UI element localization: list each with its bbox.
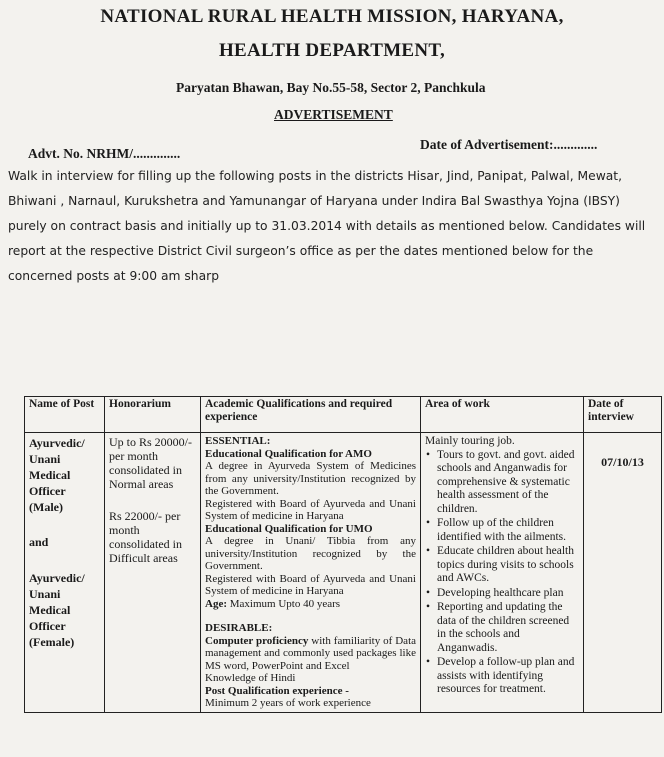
essential-label: ESSENTIAL: (205, 435, 271, 447)
honorarium-cell (105, 433, 201, 713)
umo-label: Educational Qualification for UMO (205, 522, 373, 535)
computer-label: Computer proficiency (205, 634, 309, 647)
list-item: • Follow up of the children identified with the ailments. (425, 517, 579, 544)
header-name-of-post: Name of Post (25, 397, 105, 433)
post-name-female: Ayurvedic/ Unani Medical Officer (Female) (29, 571, 85, 649)
advertisement-heading: ADVERTISEMENT (274, 107, 393, 122)
area-of-work-cell (421, 433, 584, 713)
list-item: • Tours to govt. and govt. aided schools and Anganwadis for comprehensive & systematic health assessment of the children. (425, 449, 579, 517)
age-line (205, 598, 416, 611)
advt-number: Advt. No. NRHM/.............. (28, 146, 181, 161)
hindi-line: Knowledge of Hindi (205, 672, 296, 684)
umo-registration: Registered with Board of Ayurveda and Unani System of medicine in Haryana (205, 572, 416, 597)
honorarium-difficult: Rs 22000/- per month consolidated in Difficult areas (109, 509, 182, 565)
work-intro: Mainly touring job. (425, 435, 515, 447)
desirable-label: DESIRABLE: (205, 622, 273, 634)
interview-date-cell (584, 433, 662, 713)
post-exp-label: Post Qualification experience - (205, 684, 349, 697)
table-header-row (25, 397, 662, 433)
post-and: and (29, 535, 49, 549)
list-item: • Educate children about health topics during visits to schools and AWCs. (425, 545, 579, 586)
computer-line (205, 635, 416, 673)
honorarium-normal: Up to Rs 20000/- per month consolidated in Normal areas (109, 435, 193, 491)
title-line-1: NATIONAL RURAL HEALTH MISSION, HARYANA, (100, 6, 564, 27)
post-exp-text: Minimum 2 years of work experience (205, 697, 371, 709)
post-name-cell (25, 433, 105, 713)
posts-table (24, 396, 662, 713)
table-row (25, 433, 662, 713)
computer-text: with familiarity of Data management and commonly used packages like MS word, PowerPoint and Excel (205, 634, 417, 672)
age-label: Age: (205, 597, 227, 610)
amo-registration: Registered with Board of Ayurveda and Unani System of medicine in Haryana (205, 497, 416, 522)
header-honorarium: Honorarium (105, 397, 201, 433)
header-qualifications: Academic Qualifications and required experience (201, 397, 421, 433)
interview-date: 07/10/13 (601, 455, 644, 469)
header-area-of-work: Area of work (421, 397, 584, 433)
office-address: Paryatan Bhawan, Bay No.55-58, Sector 2, Panchkula (176, 80, 486, 95)
list-item: • Develop a follow-up plan and assists with identifying resources for treatment. (425, 656, 579, 697)
amo-text: A degree in Ayurveda System of Medicines from any university/Institution recognized by the Government. (205, 460, 416, 497)
advt-date: Date of Advertisement:............. (420, 137, 598, 152)
umo-text: A degree in Unani/ Tibbia from any university/Institution recognized by the Government. (205, 535, 416, 572)
title-line-2: HEALTH DEPARTMENT, (218, 40, 446, 61)
qualifications-cell (201, 433, 421, 713)
age-value: Maximum Upto 40 years (229, 597, 341, 610)
list-item: • Developing healthcare plan (425, 587, 579, 601)
post-name-male: Ayurvedic/ Unani Medical Officer (Male) (29, 436, 85, 514)
amo-label: Educational Qualification for AMO (205, 447, 372, 460)
work-list (425, 449, 579, 697)
header-date-of-interview: Date of interview (584, 397, 662, 433)
intro-paragraph: Walk in interview for filling up the following posts in the districts Hisar, Jind, Panipat, Palwal, Mewat, Bhiwani , Narnaul, Kurukshetra and Yamunangar of Haryana under Indira Bal Swasthya Yojna (IBSY) purely on contract basis and initially up to 31.03.2014 with details as mentioned below. Candidates will report at the respective District Civil surgeon’s office as per the dates mentioned below for the concerned posts at 9:00 am sharp (8, 169, 646, 283)
list-item: • Reporting and updating the data of the children screened in the schools and Anganwadis. (425, 601, 579, 655)
